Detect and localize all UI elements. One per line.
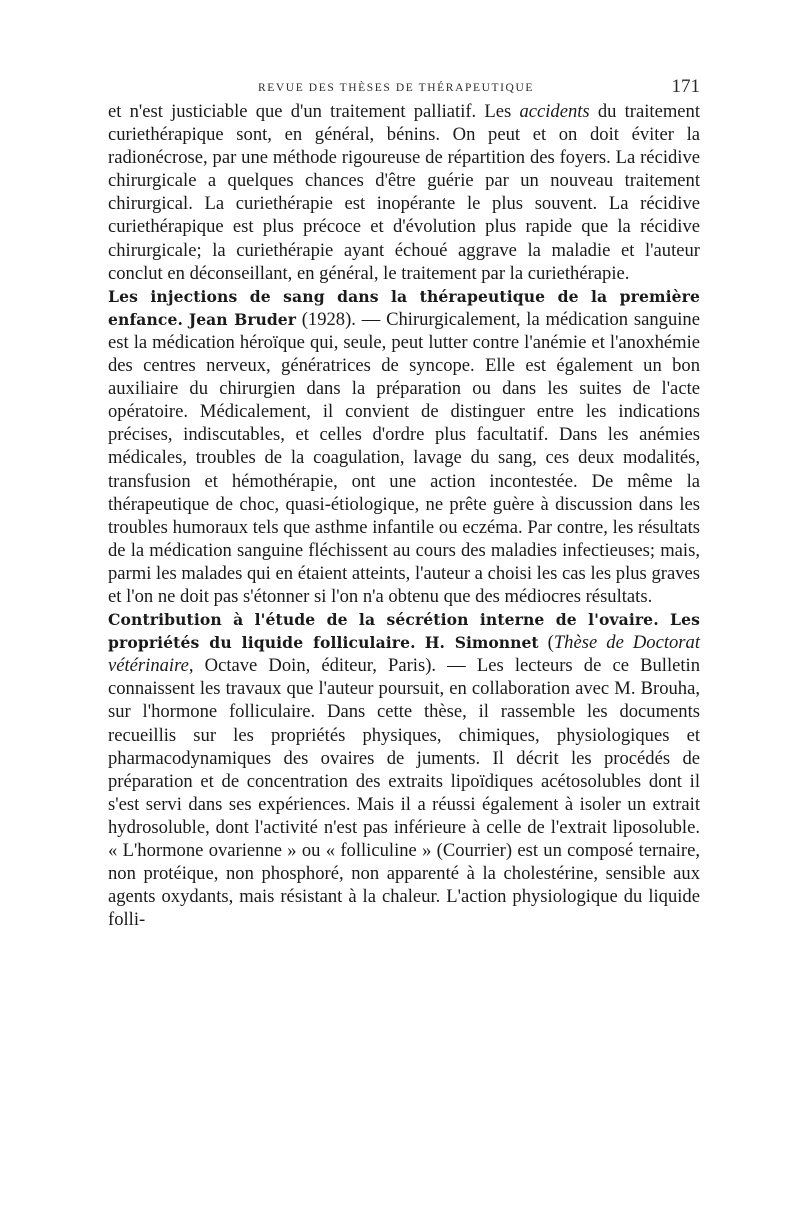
paragraph-text: et n'est justiciable que d'un traitement palliatif. Les [108, 101, 520, 122]
entry-author: H. Simonnet [424, 633, 539, 653]
running-head-title: REVUE DES THÈSES DE THÉRAPEUTIQUE [258, 82, 534, 94]
entry-heading: Les injections de sang dans la thérapeutique de la première enfance. [108, 286, 700, 329]
entry-body: , Octave Doin, éditeur, Paris). — Les lecteurs de ce Bulletin connaissent les travaux que l'auteur poursuit, en collaboration avec M. Brouha, sur l'hormone folliculaire. Dans cette thèse, il rassemble les documents recueillis sur les propriétés physiques, chimiques, physiologiques et pharmacodynamiques des ovaires de juments. Il décrit les procédés de préparation et de concentration des extraits lipoïdiques acétosolubles dont il s'est servi dans ses expériences. Mais il a réussi également à isoler un extrait hydrosoluble, dont l'activité n'est pas inférieure à celle de l'extrait liposoluble. « L'hormone ovarienne » ou « folliculine » (Courrier) est un composé ternaire, non protéique, non phosphoré, non apparenté à la cholestérine, sensible aux agents oxydants, mais résistant à la chaleur. L'action physiologique du liquide folli- [108, 655, 700, 931]
entry-author: Jean Bruder [188, 309, 296, 329]
paragraph-palliative-treatment [108, 100, 700, 285]
entry-heading: Contribution à l'étude de la sécrétion interne de l'ovaire. Les propriétés du liquide folliculaire. [108, 610, 700, 653]
entry-blood-injections [108, 285, 700, 608]
page-number: 171 [671, 76, 700, 97]
entry-body: (1928). — Chirurgicalement, la médication sanguine est la médication héroïque qui, seule, peut lutter contre l'anémie et l'anoxhémie des centres nerveux, génératrices de syncope. Elle est également un bon auxiliaire du chirurgien dans la préparation ou dans les suites de l'acte opératoire. Médicalement, il convient de distinguer entre les indications précises, indiscutables, et celles d'ordre plus facultatif. Dans les anémies médicales, troubles de la coagulation, lavage du sang, ces deux modalités, transfusion et hémothérapie, ont une action incontestée. De même la thérapeutique de choc, quasi-étiologique, ne prête guère à discussion dans les troubles humoraux tels que asthme infantile ou eczéma. Par contre, les résultats de la médication sanguine fléchissent au cours des maladies infectieuses; mais, parmi les malades qui en étaient atteints, l'auteur a choisi les cas les plus graves et l'on ne doit pas s'étonner si l'on n'a obtenu que des médiocres résultats. [108, 308, 700, 607]
entry-ovary-secretion [108, 608, 700, 931]
source-open: ( [538, 632, 554, 654]
paragraph-text: du traitement curiethérapique sont, en général, bénins. On peut et on doit éviter la radionécrose, par une méthode rigoureuse de répartition des foyers. La récidive chirurgicale a quelques chances d'être guérie par un nouveau traitement chirurgical. La curiethérapie est inopérante le plus souvent. La récidive curiethérapique est plus précoce et d'évolution plus rapide que la récidive chirurgicale; la curiethérapie ayant échoué aggrave la maladie et l'auteur conclut en déconseillant, en général, le traitement par la curiethérapie. [108, 101, 701, 284]
italic-term: accidents [519, 101, 590, 122]
running-head [108, 70, 700, 100]
page [108, 70, 700, 931]
source-italic: Thèse de Doctorat vétérinaire [108, 632, 700, 677]
